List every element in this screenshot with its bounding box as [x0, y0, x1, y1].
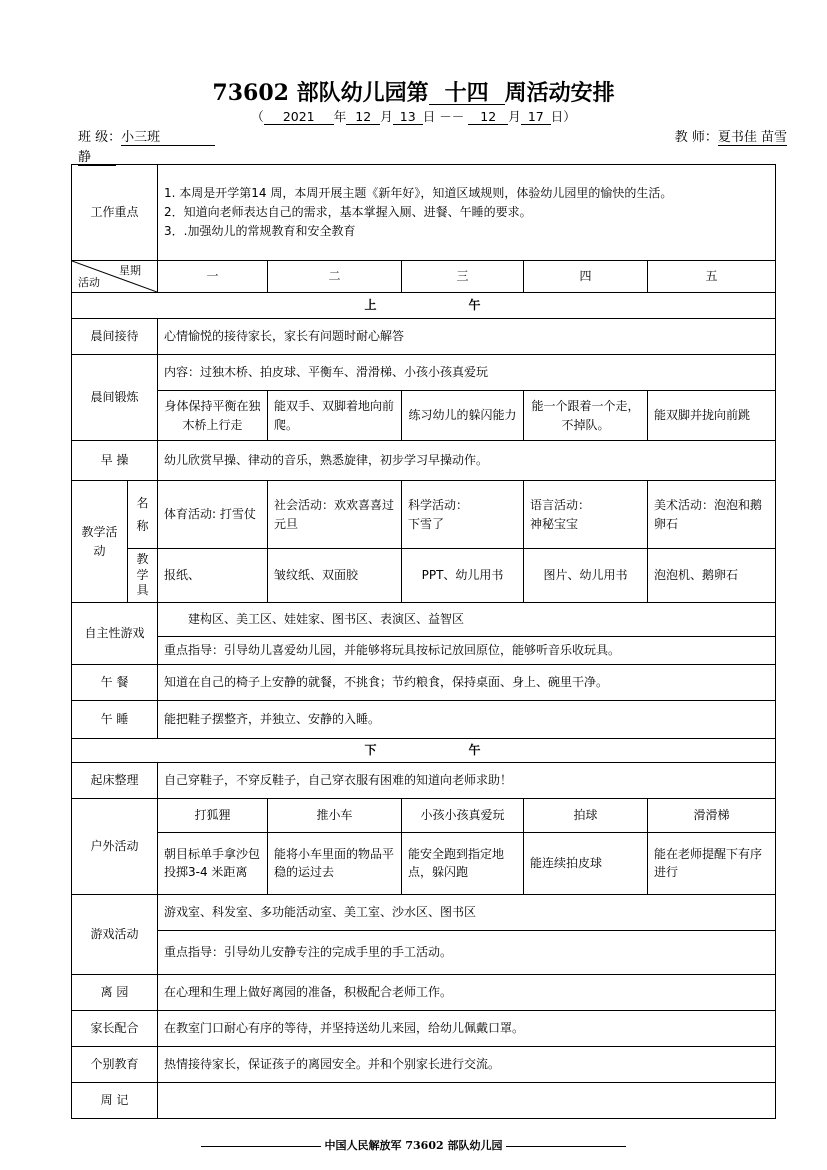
exercise-day-cell: 身体保持平衡在独木桥上行走: [158, 391, 268, 441]
teaching-name-cell: 社会活动：欢欢喜喜过元旦: [268, 481, 402, 549]
year-label: 年: [333, 109, 347, 124]
morning-section-title: [72, 293, 776, 319]
exercise-label: 晨间锻炼: [72, 355, 158, 441]
month-label-2: 月: [508, 109, 521, 124]
focus-item: 3．.加强幼儿的常规教育和安全教育: [164, 224, 356, 239]
outdoor-goal-cell: 能在老师提醒下有序进行: [648, 832, 776, 894]
outdoor-activity-name: 小孩小孩真爱玩: [402, 798, 524, 832]
teaching-tools-label: 教学具: [128, 549, 158, 603]
title-suffix: 周活动安排: [504, 80, 615, 106]
start-month: 12: [346, 109, 380, 125]
free-play-row: [72, 603, 776, 637]
weekday-header-row: [72, 261, 776, 293]
section-char: 午: [468, 298, 483, 313]
date-open: （: [251, 109, 264, 124]
focus-row: [72, 165, 776, 261]
weekday-wed: 三: [402, 261, 524, 293]
parents-label: 家长配合: [72, 1010, 158, 1046]
lunch-label: 午 餐: [72, 665, 158, 701]
free-play-areas: 建构区、美工区、娃娃家、图书区、表演区、益智区: [158, 603, 776, 637]
outdoor-activity-name: 滑滑梯: [648, 798, 776, 832]
section-char: 下: [364, 743, 379, 757]
exercise-row: [72, 355, 776, 391]
exercise-day-cell: 能一个跟着一个走，不掉队。: [524, 391, 648, 441]
nap-row: [72, 701, 776, 739]
day-label: 日: [422, 109, 436, 124]
year-value: 2021: [264, 109, 334, 125]
leaving-text: 在心理和生理上做好离园的准备，积极配合老师工作。: [158, 974, 776, 1010]
teaching-tool-cell: 报纸、: [158, 549, 268, 603]
wakeup-label: 起床整理: [72, 762, 158, 798]
free-play-guide-row: [72, 637, 776, 665]
lunch-row: [72, 665, 776, 701]
focus-label: 工作重点: [72, 165, 158, 261]
week-number: 十四: [429, 82, 505, 105]
leaving-label: 离 园: [72, 974, 158, 1010]
teacher-value: 夏书佳 苗雪: [718, 126, 787, 146]
teacher-label: 教 师：: [674, 130, 718, 145]
parents-row: [72, 1010, 776, 1046]
wakeup-row: [72, 762, 776, 798]
exercise-day-cell: 能双脚并拢向前跳: [648, 391, 776, 441]
class-value: 小三班: [121, 126, 215, 146]
exercise-day-cell: 练习幼儿的躲闪能力: [402, 391, 524, 441]
games-guide: 重点指导：引导幼儿安静专注的完成手里的手工活动。: [158, 930, 776, 974]
reception-label: 晨间接待: [72, 319, 158, 355]
games-label: 游戏活动: [72, 894, 158, 974]
teaching-tool-cell: PPT、幼儿用书: [402, 549, 524, 603]
wakeup-text: 自己穿鞋子，不穿反鞋子，自己穿衣服有困难的知道向老师求助！: [158, 762, 776, 798]
calisthenics-label: 早 操: [72, 441, 158, 481]
focus-item: 2．知道向老师表达自己的需求，基本掌握入厕、进餐、午睡的要求。: [164, 204, 532, 219]
outdoor-activity-name: 推小车: [268, 798, 402, 832]
weekly-note-row: [72, 1082, 776, 1118]
class-label: 班 级：: [78, 130, 122, 145]
teacher-line: [675, 126, 787, 146]
exercise-day-cell: 能双手、双脚着地向前爬。: [268, 391, 402, 441]
page-footer: [0, 1137, 827, 1153]
games-areas: 游戏室、科发室、多功能活动室、美工室、沙水区、图书区: [158, 894, 776, 930]
outdoor-goals-row: [72, 832, 776, 894]
teaching-name-label: 名称: [128, 481, 158, 549]
month-label: 月: [380, 109, 393, 124]
individual-label: 个别教育: [72, 1046, 158, 1082]
section-char: 上: [364, 298, 379, 313]
title-prefix: 73602 部队幼儿园第: [212, 80, 429, 106]
calisthenics-text: 幼儿欣赏早操、律动的音乐，熟悉旋律，初步学习早操动作。: [158, 441, 776, 481]
teaching-name-cell: 科学活动： 下雪了: [402, 481, 524, 549]
teaching-label: 教学活动: [72, 481, 128, 603]
class-line: [78, 126, 215, 146]
teaching-tools-row: [72, 549, 776, 603]
date-close: 日）: [550, 109, 576, 124]
outdoor-goal-cell: 能安全跑到指定地点，躲闪跑: [402, 832, 524, 894]
leaving-row: [72, 974, 776, 1010]
start-day: 13: [393, 109, 423, 125]
games-guide-row: [72, 930, 776, 974]
lunch-text: 知道在自己的椅子上安静的就餐，不挑食；节约粮食，保持桌面、身上、碗里干净。: [158, 665, 776, 701]
teaching-name-cell: 体育活动: 打雪仗: [158, 481, 268, 549]
outdoor-activity-name: 打狐狸: [158, 798, 268, 832]
weekly-note-text: [158, 1082, 776, 1118]
calisthenics-row: [72, 441, 776, 481]
focus-list: [158, 165, 776, 261]
teaching-name-cell: 语言活动： 神秘宝宝: [524, 481, 648, 549]
weekday-corner: [72, 261, 158, 293]
outdoor-goal-cell: 能将小车里面的物品平稳的运过去: [268, 832, 402, 894]
nap-text: 能把鞋子摆整齐，并独立、安静的入睡。: [158, 701, 776, 739]
schedule-table: [71, 164, 776, 1119]
teacher-value-wrap: 静: [78, 146, 116, 166]
exercise-days-row: [72, 391, 776, 441]
outdoor-activity-name: 拍球: [524, 798, 648, 832]
afternoon-section-title: [72, 739, 776, 763]
outdoor-names-row: [72, 798, 776, 832]
corner-activity-label: 活动: [78, 275, 100, 289]
individual-row: [72, 1046, 776, 1082]
outdoor-goal-cell: 朝目标单手拿沙包投掷3-4 米距离: [158, 832, 268, 894]
footer-text: 中国人民解放军 73602 部队幼儿园: [324, 1139, 503, 1152]
games-row: [72, 894, 776, 930]
free-play-label: 自主性游戏: [72, 603, 158, 665]
free-play-guide: 重点指导：引导幼儿喜爱幼儿园，并能够将玩具按标记放回原位，能够听音乐收玩具。: [158, 637, 776, 665]
weekday-tue: 二: [268, 261, 402, 293]
outdoor-label: 户外活动: [72, 798, 158, 894]
afternoon-section-row: [72, 739, 776, 763]
teaching-tool-cell: 泡泡机、鹅卵石: [648, 549, 776, 603]
teacher-wrap: [78, 146, 116, 166]
individual-text: 热情接待家长，保证孩子的离园安全。并和个别家长进行交流。: [158, 1046, 776, 1082]
nap-label: 午 睡: [72, 701, 158, 739]
footer-rule-right: [506, 1146, 626, 1147]
outdoor-goal-cell: 能连续拍皮球: [524, 832, 648, 894]
exercise-content: 内容：过独木桥、拍皮球、平衡车、滑滑梯、小孩小孩真爱玩: [158, 355, 776, 391]
teaching-name-cell: 美术活动：泡泡和鹅卵石: [648, 481, 776, 549]
teaching-names-row: [72, 481, 776, 549]
weekly-note-label: 周 记: [72, 1082, 158, 1118]
footer-rule-left: [201, 1146, 321, 1147]
teaching-tool-cell: 皱纹纸、双面胶: [268, 549, 402, 603]
weekday-fri: 五: [648, 261, 776, 293]
parents-text: 在教室门口耐心有序的等待，并坚持送幼儿来园，给幼儿佩戴口罩。: [158, 1010, 776, 1046]
weekday-thu: 四: [524, 261, 648, 293]
weekday-mon: 一: [158, 261, 268, 293]
page-title: [0, 76, 827, 107]
focus-item: 1. 本周是开学第14 周，本周开展主题《新年好》，知道区域规则，体验幼儿园里的愉快的生活。: [164, 185, 673, 200]
morning-section-row: [72, 293, 776, 319]
end-month: 12: [468, 109, 508, 125]
date-separator: －－: [439, 109, 465, 124]
date-range: [0, 107, 827, 125]
reception-text: 心情愉悦的接待家长，家长有问题时耐心解答: [158, 319, 776, 355]
corner-weekday-label: 星期: [119, 264, 142, 277]
end-day: 17: [521, 109, 551, 125]
section-char: 午: [468, 743, 483, 757]
reception-row: [72, 319, 776, 355]
teaching-tool-cell: 图片、幼儿用书: [524, 549, 648, 603]
